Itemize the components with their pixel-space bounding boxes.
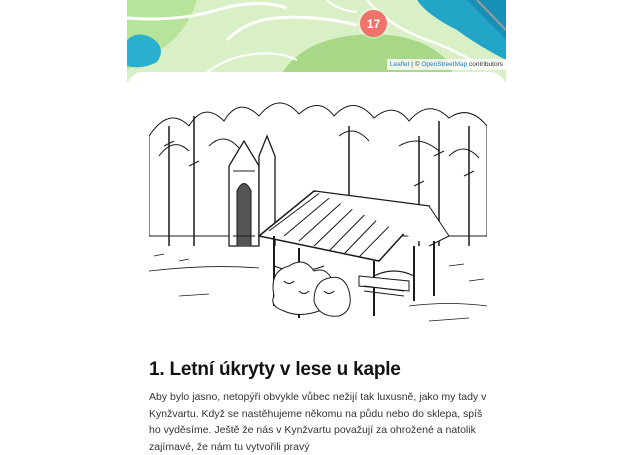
map-attribution — [387, 59, 506, 70]
section-body-text: Aby bylo jasno, netopýři obvykle vůbec nežijí tak luxusně, jako my tady v Kynžvartu. Když se nastěhujeme někomu na půdu nebo do sklepa, spíš ho vyděsíme. Ještě že nás v Kynžvartu považují za ohrožené a natolik zajímavé, že nám tu vytvořili pravý — [149, 391, 487, 453]
map[interactable] — [127, 0, 506, 82]
attribution-separator: | © — [409, 61, 422, 68]
marker-label: 17 — [366, 16, 381, 31]
chapel-shelter-illustration — [149, 96, 487, 336]
attribution-suffix: contributors — [467, 61, 503, 68]
section-title: 1. Letní úkryty v lese u kaple — [149, 359, 401, 380]
osm-link[interactable]: OpenStreetMap — [421, 61, 468, 68]
map-marker-17[interactable] — [360, 10, 387, 37]
leaflet-link[interactable]: Leaflet — [389, 61, 410, 68]
